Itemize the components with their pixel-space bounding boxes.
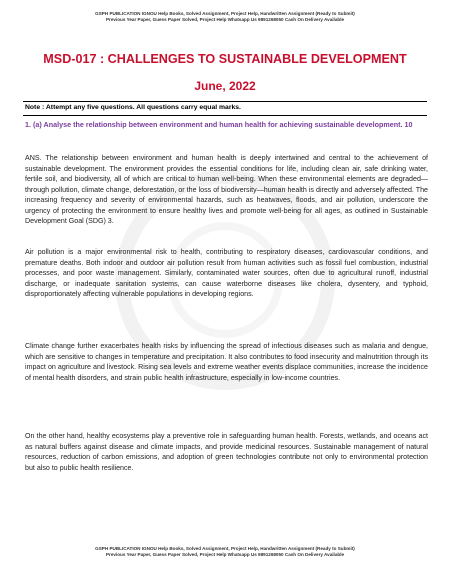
- instructions-note: Note : Attempt any five questions. All questions carry equal marks.: [25, 104, 241, 111]
- answer-paragraph: Air pollution is a major environmental risk to health, contributing to respiratory diseases, cardiovascular conditions, and premature deaths. Both indoor and outdoor air pollution result from human activities such as fossil fuel combustion, industrial processes, and poor waste management. Similarly, contaminated water sources, often due to agricultural runoff, industrial discharge, or inadequate sanitation systems, can cause waterborne diseases like cholera, dysentery, and typhoid, disproportionately affecting vulnerable populations in developing regions.: [25, 248, 428, 299]
- footer-line-1: GSPH PUBLICATION IGNOU Help Books, Solved Assignment, Project Help, Handwritten Assignment (Ready to Submit): [95, 546, 355, 551]
- page-footer: [20, 546, 430, 558]
- answer-paragraph: On the other hand, healthy ecosystems play a preventive role in safeguarding human health. Forests, wetlands, and oceans act as natural buffers against disease and climate impacts, and provide medicinal resources. Sustainable management of natural resources, reduction of carbon emissions, and adoption of green technologies contribute not only to environmental protection but also to public health resilience.: [25, 432, 428, 472]
- document-title: MSD-017 : CHALLENGES TO SUSTAINABLE DEVELOPMENT: [43, 52, 407, 66]
- question-1a: 1. (a) Analyse the relationship between environment and human health for achieving sustainable development. 10: [25, 120, 413, 129]
- header-line-2: Previous Year Paper, Guess Paper Solved, Project Help Whatsapp Us 9891268050 Cash On Delivery Available: [105, 17, 345, 22]
- answer-paragraph: ANS. The relationship between environment and human health is deeply intertwined and central to the achievement of sustainable development. The environment provides the essential conditions for life, including clean air, safe drinking water, fertile soil, and biodiversity, all of which are critical to human well-being. When these environmental elements are degraded—through pollution, climate change, deforestation, or the loss of biodiversity—human health is directly and adversely affected. The increasing frequency and severity of environmental hazards, such as heatwaves, floods, and air pollution, underscore the urgency of protecting the environment to ensure healthy lives and promote well-being for all ages, as outlined in Sustainable Development Goal (SDG) 3.: [25, 154, 428, 226]
- exam-session: June, 2022: [194, 79, 256, 93]
- page-header: [20, 11, 430, 23]
- footer-line-2: Previous Year Paper, Guess Paper Solved, Project Help Whatsapp Us 9891268050 Cash On Delivery Available: [105, 552, 345, 557]
- answer-paragraph: Climate change further exacerbates health risks by influencing the spread of infectious diseases such as malaria and dengue, which are sensitive to changes in temperature and precipitation. It also contributes to food insecurity and malnutrition through its impact on agriculture and livestock. Rising sea levels and extreme weather events displace communities, increase the incidence of mental health disorders, and strain public health infrastructure, especially in low-income countries.: [25, 342, 428, 382]
- header-line-1: GSPH PUBLICATION IGNOU Help Books, Solved Assignment, Project Help, Handwritten Assignment (Ready to Submit): [95, 11, 355, 16]
